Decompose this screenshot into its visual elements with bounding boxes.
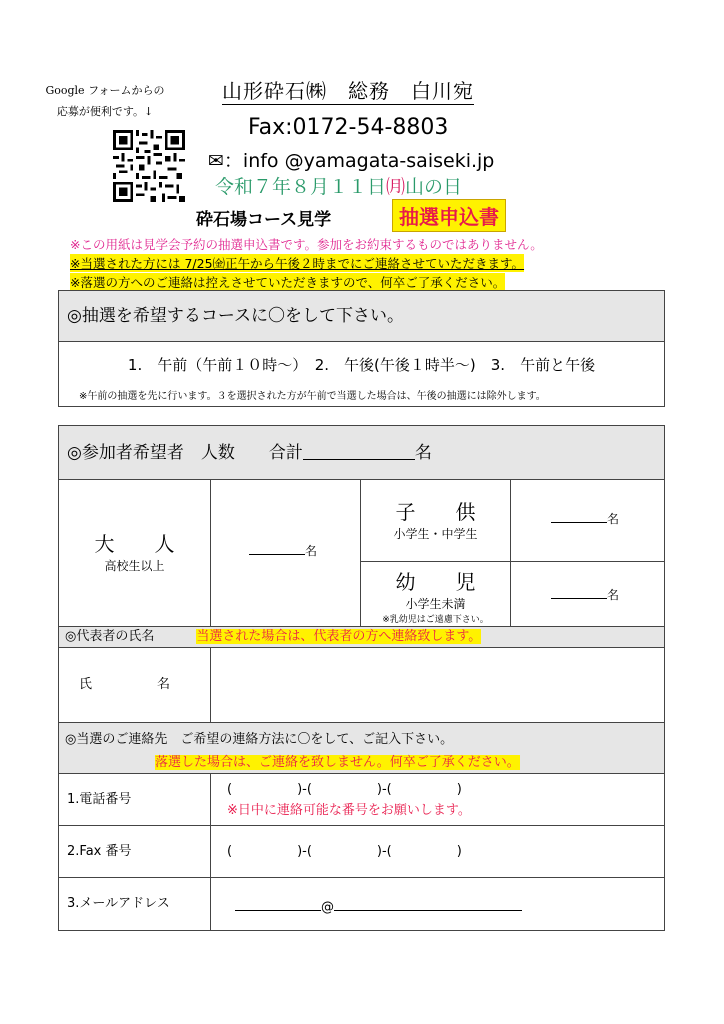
adult-count-cell[interactable]	[211, 480, 361, 626]
total-field[interactable]	[303, 441, 415, 460]
infant-unit: 名	[607, 588, 620, 602]
notice-2: ※当選された方には 7/25㈮正午から午後２時までにご連絡させていただきます。	[70, 256, 525, 271]
phone-format: ( )-( )-( )	[227, 782, 462, 797]
infant-count-cell[interactable]	[511, 562, 664, 626]
adult-label-cell	[59, 480, 211, 626]
adult-sub: 高校生以上	[104, 559, 165, 573]
notice-3: ※落選の方へのご連絡は控えさせていただきますので、何卒ご了承ください。	[70, 275, 506, 290]
infant-note: ※乳幼児はご遠慮下さい。	[382, 615, 489, 625]
rep-name-label: 氏 名	[59, 648, 211, 722]
total-unit: 名	[414, 443, 432, 463]
infant-count-field[interactable]	[551, 584, 607, 599]
phone-note: ※日中に連絡可能な番号をお願いします。	[227, 803, 471, 818]
email-text: ：info @yamagata-saiseki.jp	[223, 150, 495, 172]
infant-sub: 小学生未満	[405, 597, 466, 611]
date-holiday: 山の日	[405, 176, 463, 198]
google-note-line2: 応募が便利です。↓	[56, 105, 154, 118]
addressee: 山形砕石㈱ 総務 白川宛	[222, 79, 474, 103]
adult-count-field[interactable]	[249, 540, 305, 555]
course-selection-box	[58, 290, 665, 407]
google-note-line1: Google フォームからの	[45, 84, 165, 97]
course-heading: ◎抽選を希望するコースに〇をして下さい。	[59, 291, 664, 342]
fax-field[interactable]: ( )-( )-( )	[211, 826, 664, 878]
adult-unit: 名	[305, 544, 318, 558]
google-form-note	[30, 80, 180, 122]
email-local-field[interactable]	[235, 896, 321, 911]
date-text: 令和７年８月１１日	[215, 176, 387, 198]
phone-field[interactable]	[211, 774, 664, 826]
mail-icon: ✉	[208, 150, 224, 172]
rep-note: 当選された場合は、代表者の方へ連絡致します。	[196, 629, 482, 644]
child-count-cell[interactable]	[511, 480, 664, 562]
notice-1: ※この用紙は見学会予約の抽選申込書です。参加をお約束するものではありません。	[70, 237, 543, 252]
course-note: ※午前の抽選を先に行います。３を選択された方が午前で当選した場合は、午後の抽選には除外します。	[79, 391, 546, 402]
fax-number: Fax:0172-54-8803	[248, 115, 449, 140]
rep-heading: ◎代表者の氏名	[65, 629, 155, 644]
application-table	[58, 425, 665, 931]
child-sub: 小学生・中学生	[393, 527, 478, 541]
contact-heading: ◎当選のご連絡先 ご希望の連絡方法に〇をして、ご記入下さい。	[65, 732, 454, 747]
rep-heading-row	[59, 626, 664, 648]
infant-label: 幼 児	[395, 570, 476, 594]
participants-heading-text: ◎参加者希望者 人数 合計	[67, 443, 303, 463]
lottery-form-badge: 抽選申込書	[392, 199, 506, 232]
email-label: 3.メールアドレス	[59, 878, 211, 930]
contact-note: 落選した場合は、ご連絡を致しません。何卒ご了承ください。	[155, 755, 520, 770]
phone-label: 1.電話番号	[59, 774, 211, 826]
child-unit: 名	[607, 512, 620, 526]
child-label-cell	[361, 480, 511, 562]
course-options[interactable]: 1. 午前（午前１０時～） 2. 午後(午後１時半～) 3. 午前と午後	[127, 356, 596, 374]
email-domain-field[interactable]	[334, 896, 522, 911]
rep-name-field[interactable]	[211, 648, 664, 722]
email-address	[208, 146, 494, 173]
email-field[interactable]	[211, 878, 664, 930]
email-at: @	[321, 900, 334, 915]
adult-label: 大 人	[94, 532, 175, 556]
event-date	[215, 172, 462, 199]
participants-heading	[59, 426, 664, 480]
event-name: 砕石場コース見学	[196, 210, 332, 230]
child-count-field[interactable]	[551, 508, 607, 523]
qr-code-image[interactable]	[113, 130, 185, 202]
infant-label-cell	[361, 562, 511, 626]
child-label: 子 供	[395, 500, 476, 524]
date-weekday: ㈪	[386, 176, 406, 198]
contact-heading-row	[59, 722, 664, 774]
fax-label: 2.Fax 番号	[59, 826, 211, 878]
